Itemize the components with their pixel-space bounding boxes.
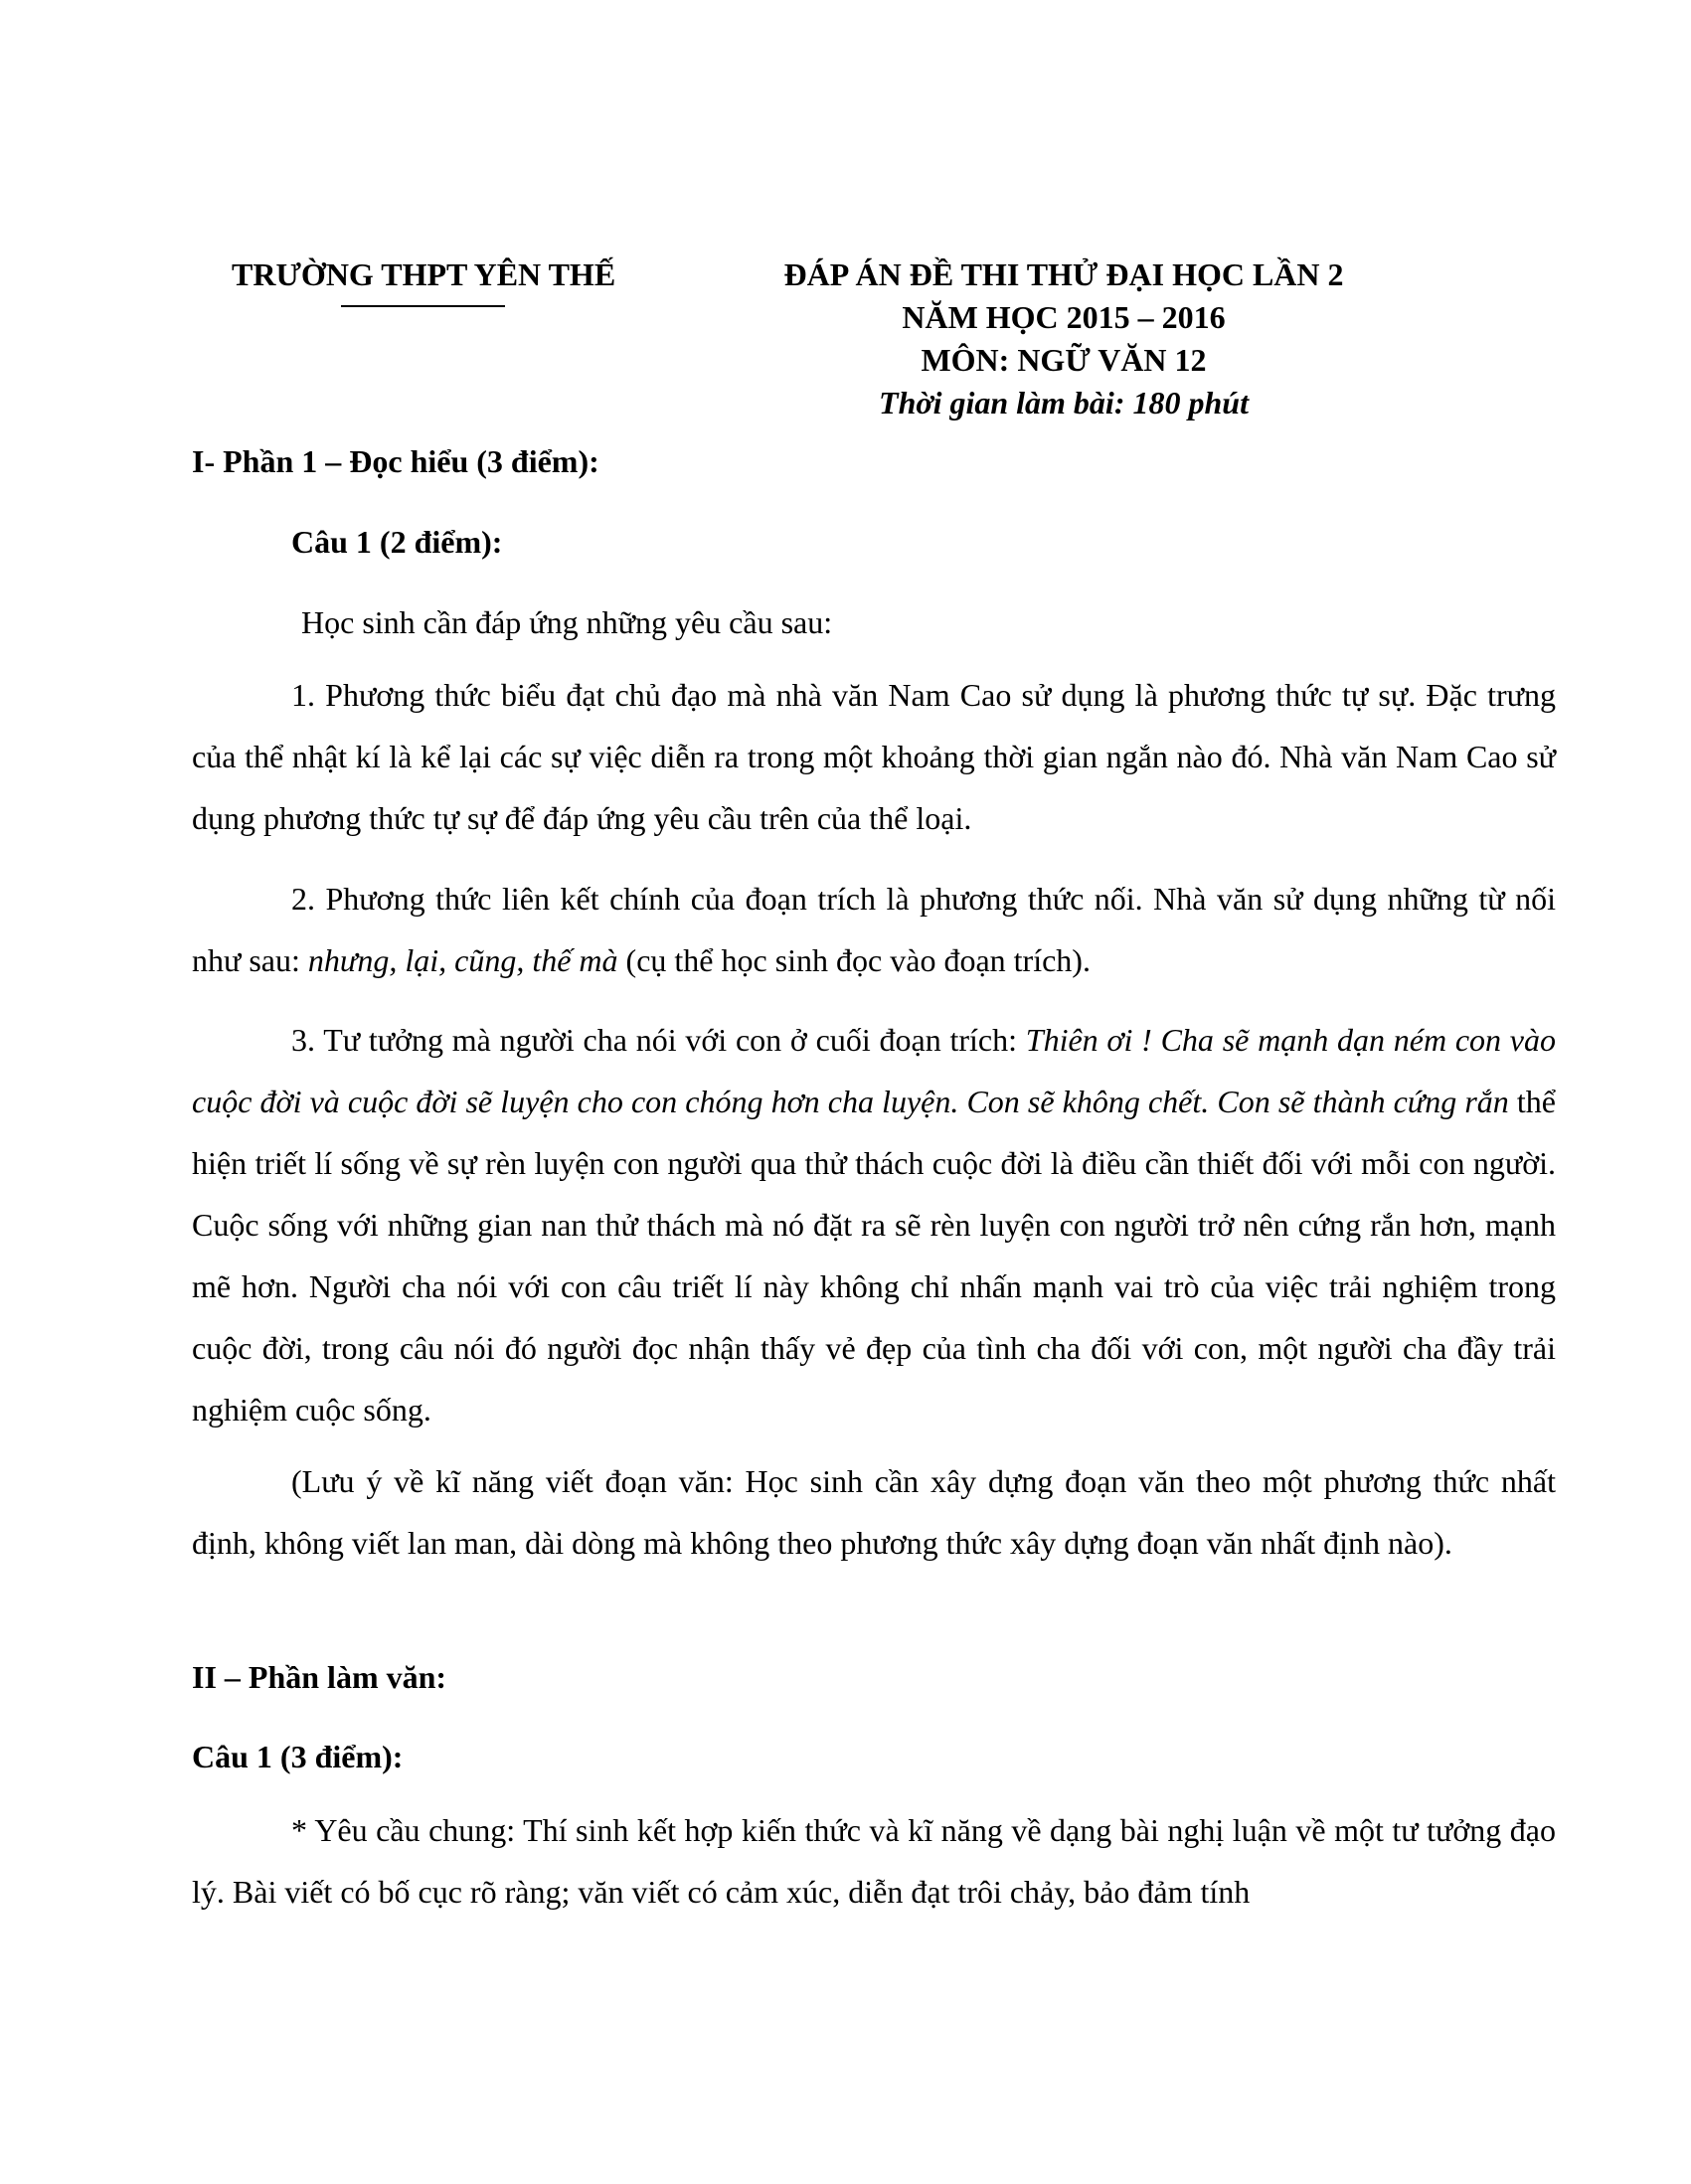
writing-note: (Lưu ý về kĩ năng viết đoạn văn: Học sinh cần xây dựng đoạn văn theo một phương thức nhất định, không viết lan man, dài dòng mà không theo phương thức xây dựng đoạn văn nhất định nào). (192, 1463, 1556, 1561)
time-limit: Thời gian làm bài: 180 phút (879, 385, 1249, 420)
school-underline (341, 305, 505, 307)
answer-item-3-tail: thể hiện triết lí sống về sự rèn luyện con người qua thử thách cuộc đời là điều cần thiết đối với mỗi con người. Cuộc sống với những gian nan thử thách mà nó đặt ra sẽ rèn luyện con người trở nên cứng rắn hơn, mạnh mẽ hơn. Người cha nói với con câu triết lí này không chỉ nhấn mạnh vai trò của việc trải nghiệm trong cuộc đời, trong câu nói đó người đọc nhận thấy vẻ đẹp của tình cha đối với con, một người cha đầy trải nghiệm cuộc sống. (192, 1084, 1557, 1428)
answer-item-3-text: 3. Tư tưởng mà người cha nói với con ở cuối đoạn trích: (291, 1022, 1026, 1058)
answer-item-2-connectors: nhưng, lại, cũng, thế mà (307, 942, 618, 978)
answer-item-2-text: 2. Phương thức liên kết chính của đoạn trích là phương thức nối. Nhà văn sử dụng những từ nối như sau: (192, 881, 1556, 978)
part1-intro: Học sinh cần đáp ứng những yêu cầu sau: (301, 604, 833, 640)
answer-item-2-tail: (cụ thể học sinh đọc vào đoạn trích). (617, 942, 1091, 978)
answer-item-3 (192, 1009, 1556, 1440)
school-name: TRƯỜNG THPT YÊN THẾ (232, 256, 616, 292)
general-requirement: * Yêu cầu chung: Thí sinh kết hợp kiến thức và kĩ năng về dạng bài nghị luận về một tư tưởng đạo lý. Bài viết có bố cục rõ ràng; văn viết có cảm xúc, diễn đạt trôi chảy, bảo đảm tính (192, 1812, 1556, 1910)
answer-item-2 (192, 868, 1556, 991)
answer-item-1: 1. Phương thức biểu đạt chủ đạo mà nhà văn Nam Cao sử dụng là phương thức tự sự. Đặc trưng của thể nhật kí là kể lại các sự việc diễn ra trong một khoảng thời gian ngắn nào đó. Nhà văn Nam Cao sử dụng phương thức tự sự để đáp ứng yêu cầu trên của thể loại. (192, 677, 1556, 836)
subject-line: MÔN: NGỮ VĂN 12 (921, 342, 1207, 378)
part2-question1-heading: Câu 1 (3 điểm): (192, 1739, 404, 1774)
school-year: NĂM HỌC 2015 – 2016 (902, 299, 1226, 335)
part2-heading: II – Phần làm văn: (192, 1659, 447, 1695)
answer-item-3-quote: Thiên ơi ! Cha sẽ mạnh dạn ném con vào cuộc đời và cuộc đời sẽ luyện cho con chóng hơn cha luyện. Con sẽ không chết. Con sẽ thành cứng rắn (192, 1022, 1557, 1119)
exam-title: ĐÁP ÁN ĐỀ THI THỬ ĐẠI HỌC LẦN 2 (783, 256, 1344, 292)
part1-heading: I- Phần 1 – Đọc hiểu (3 điểm): (192, 443, 599, 479)
part1-question1-heading: Câu 1 (2 điểm): (291, 524, 503, 560)
